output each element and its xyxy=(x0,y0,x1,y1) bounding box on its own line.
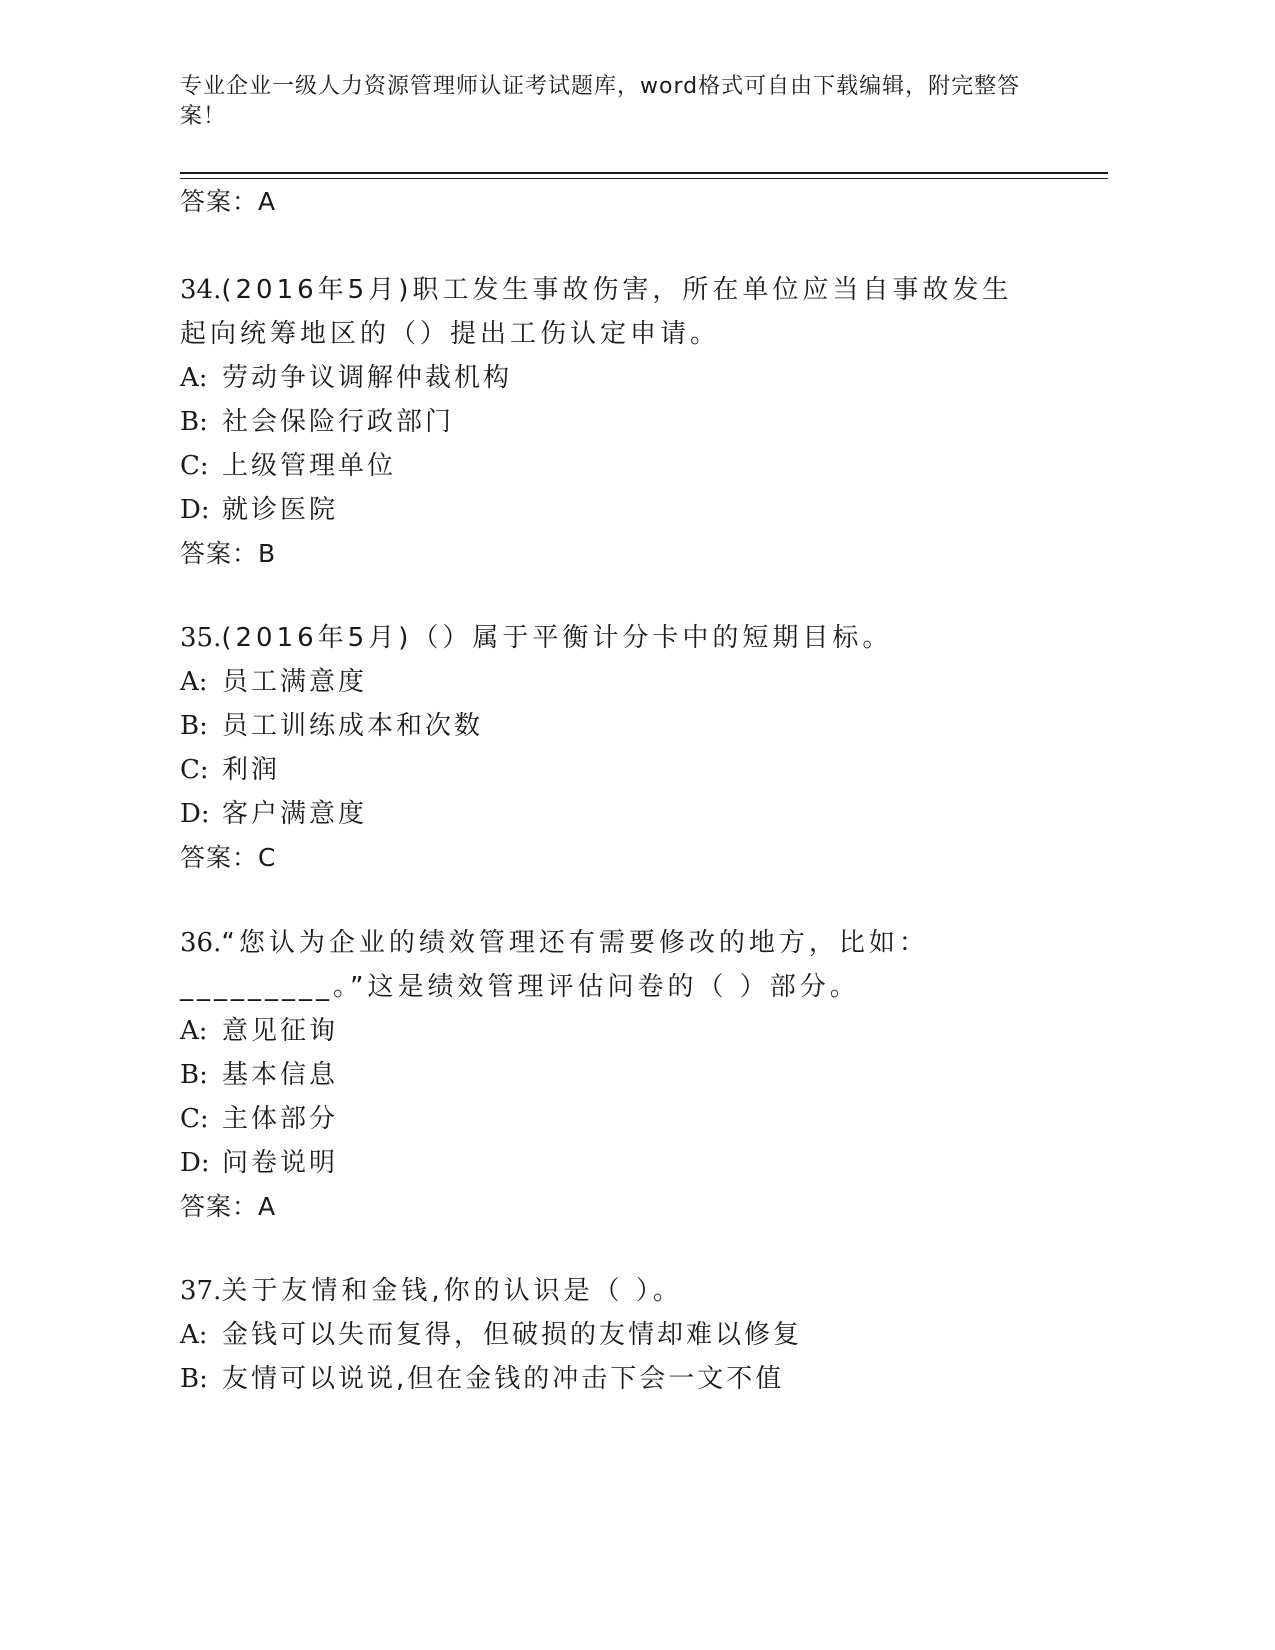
option-b xyxy=(180,400,1040,444)
option-c xyxy=(180,1097,1040,1141)
option-text: 主体部分 xyxy=(222,1104,339,1134)
option-text: 问卷说明 xyxy=(222,1148,339,1178)
question-body: (2016年5月)（）属于平衡计分卡中的短期目标。 xyxy=(221,623,893,653)
previous-answer-block xyxy=(180,180,1040,224)
option-letter: D: xyxy=(180,495,210,525)
question-text xyxy=(180,268,1040,356)
question-36 xyxy=(180,921,1040,1229)
question-number: 36. xyxy=(180,928,222,958)
question-body: 关于友情和金钱,你的认识是（ ）。 xyxy=(221,1276,683,1306)
option-text: 员工训练成本和次数 xyxy=(222,711,484,741)
option-letter: C: xyxy=(180,451,209,481)
question-text xyxy=(180,921,1040,1009)
option-text: 劳动争议调解仲裁机构 xyxy=(222,363,513,393)
document-header xyxy=(180,72,1040,132)
answer-line: 答案：C xyxy=(180,843,277,872)
option-text: 就诊医院 xyxy=(222,495,339,525)
question-34 xyxy=(180,268,1040,576)
option-text: 意见征询 xyxy=(222,1016,339,1046)
option-d xyxy=(180,792,1040,836)
question-body: (2016年5月)职工发生事故伤害，所在单位应当自事故发生起向统筹地区的（）提出工伤认定申请。 xyxy=(180,275,1013,349)
option-text: 基本信息 xyxy=(222,1060,339,1090)
answer-line: 答案：B xyxy=(180,539,277,568)
option-a xyxy=(180,356,1040,400)
question-number: 35. xyxy=(180,623,222,653)
question-body: “您认为企业的绩效管理还有需要修改的地方，比如：_________。”这是绩效管理评估问卷的（ ）部分。 xyxy=(180,928,929,1002)
option-text: 上级管理单位 xyxy=(222,451,397,481)
option-letter: B: xyxy=(180,407,208,437)
option-letter: B: xyxy=(180,1364,208,1394)
question-37 xyxy=(180,1269,1040,1401)
option-text: 社会保险行政部门 xyxy=(222,407,455,437)
option-letter: D: xyxy=(180,799,210,829)
option-letter: A: xyxy=(180,667,208,697)
option-text: 友情可以说说,但在金钱的冲击下会一文不值 xyxy=(222,1364,785,1394)
question-text xyxy=(180,616,1040,660)
option-a xyxy=(180,1009,1040,1053)
option-a xyxy=(180,1313,1040,1357)
answer-line: 答案：A xyxy=(180,187,277,216)
option-letter: C: xyxy=(180,1104,209,1134)
question-35 xyxy=(180,616,1040,880)
option-letter: A: xyxy=(180,1320,208,1350)
option-letter: C: xyxy=(180,755,209,785)
option-c xyxy=(180,748,1040,792)
option-b xyxy=(180,704,1040,748)
option-b xyxy=(180,1053,1040,1097)
header-rule-thin xyxy=(180,178,1108,179)
option-text: 员工满意度 xyxy=(222,667,368,697)
option-letter: B: xyxy=(180,711,208,741)
header-text: 专业企业一级人力资源管理师认证考试题库，word格式可自由下载编辑，附完整答案！ xyxy=(180,74,1021,129)
option-text: 金钱可以失而复得，但破损的友情却难以修复 xyxy=(222,1320,803,1350)
question-text xyxy=(180,1269,1040,1313)
option-text: 利润 xyxy=(222,755,281,785)
option-letter: A: xyxy=(180,363,208,393)
question-number: 37. xyxy=(180,1276,222,1306)
option-c xyxy=(180,444,1040,488)
option-d xyxy=(180,1141,1040,1185)
option-d xyxy=(180,488,1040,532)
option-b xyxy=(180,1357,1040,1401)
header-rule xyxy=(180,172,1108,174)
option-a xyxy=(180,660,1040,704)
question-number: 34. xyxy=(180,275,222,305)
option-text: 客户满意度 xyxy=(222,799,368,829)
option-letter: D: xyxy=(180,1148,210,1178)
answer-line: 答案：A xyxy=(180,1192,277,1221)
option-letter: A: xyxy=(180,1016,208,1046)
option-letter: B: xyxy=(180,1060,208,1090)
